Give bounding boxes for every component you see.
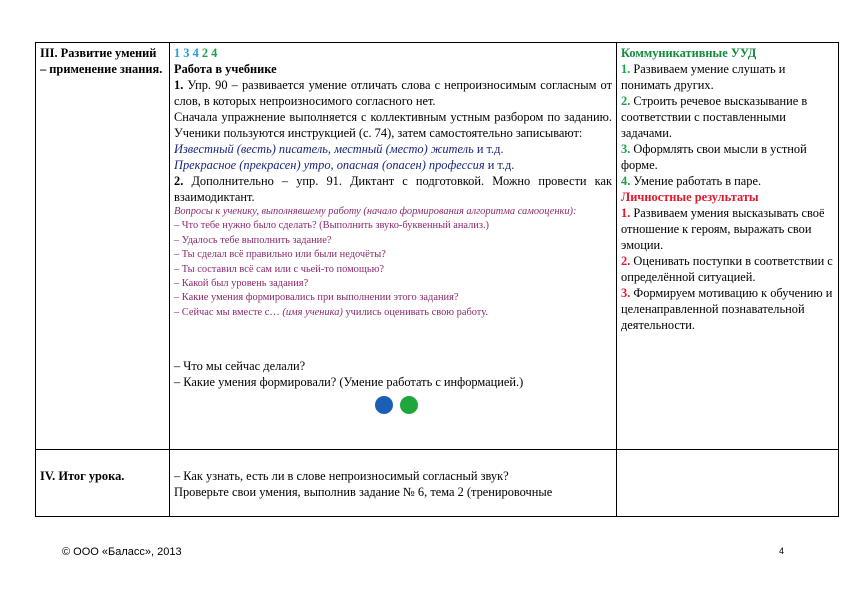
summary-instruction: Проверьте свои умения, выполнив задание № 6, тема 2 (тренировочные (174, 485, 553, 499)
question-item: – Удалось тебе выполнить задание? (174, 234, 332, 246)
green-circle-icon (400, 396, 418, 414)
page-number: 4 (779, 546, 785, 556)
final-question-2: – Какие умения формировали? (Умение работать с информацией.) (174, 375, 524, 390)
stage-cell (36, 43, 170, 450)
uud-title: Коммуникативные УУД (621, 46, 757, 60)
table-row (36, 450, 839, 517)
level-circles (375, 396, 421, 416)
example-2-tail: и т.д. (484, 158, 515, 172)
questions-intro: Вопросы к ученику, выполнявшему работу (начало формирования алгоритма самооценки): (174, 206, 577, 217)
task-1-text: Упр. 90 – развивается умение отличать слова с непроизносимым согласным от слов, в которых непроизносимого согласного нет. (174, 78, 612, 108)
personal-item (621, 205, 834, 253)
lesson-plan-table (35, 42, 839, 517)
summary-question: – Как узнать, есть ли в слове непроизносимый согласный звук? (174, 469, 509, 483)
question-item: – Ты сделал всё правильно или были недочёты? (174, 249, 386, 261)
task-1-instructions: Сначала упражнение выполняется с коллективным устным разбором по заданию. Ученики пользуются инструкцией (с. 74), затем самостоятельно записывают: (174, 110, 612, 140)
outcomes-cell (617, 450, 839, 517)
blue-circle-icon (375, 396, 393, 414)
last-question-start: – Сейчас мы вместе с… (174, 306, 283, 318)
spacer (174, 320, 612, 358)
personal-item (621, 285, 834, 333)
uud-item-text: Оформлять свои мысли в устной форме. (621, 142, 807, 172)
question-item: – Какие умения формировались при выполнении этого задания? (174, 292, 459, 304)
section-title: Работа в учебнике (174, 62, 277, 76)
example-line-1 (174, 141, 612, 157)
task-2 (174, 173, 612, 205)
task-1 (174, 77, 612, 109)
stage-title: III. Развитие умений – применение знания. (40, 46, 163, 76)
personal-item-text: Развиваем умения высказывать своё отношение к героям, выражать свои эмоции. (621, 206, 825, 252)
personal-item-text: Формируем мотивацию к обучению и целенаправленной познавательной деятельности. (621, 286, 833, 332)
green-numbers: 2 4 (201, 46, 218, 60)
personal-item-number: 1. (621, 206, 631, 220)
personal-item-text: Оценивать поступки в соответствии с определённой ситуацией. (621, 254, 833, 284)
personal-item-number: 2. (621, 254, 631, 268)
example-1-tail: и т.д. (473, 142, 504, 156)
question-item: – Ты составил всё сам или с чьей-то помощью? (174, 263, 384, 275)
uud-item-number: 4. (621, 174, 631, 188)
copyright-footer: © ООО «Баласс», 2013 (62, 546, 182, 558)
last-question-end: учились оценивать свою работу. (342, 306, 488, 318)
task-2-text: Дополнительно – упр. 91. Диктант с подготовкой. Можно провести как взаимодиктант. (174, 174, 612, 204)
task-1-number: 1. (174, 78, 184, 92)
outcomes-cell (617, 43, 839, 450)
example-line-2 (174, 157, 612, 173)
uud-item-text: Строить речевое высказывание в соответствии с поставленными задачами. (621, 94, 808, 140)
stage-title: IV. Итог урока. (40, 469, 125, 483)
uud-item (621, 141, 834, 173)
uud-item (621, 173, 834, 189)
task-2-number: 2. (174, 174, 184, 188)
stage-cell (36, 450, 170, 517)
uud-item (621, 61, 834, 93)
example-2-text: Прекрасное (прекрасен) утро, опасная (опасен) профессия (174, 158, 485, 172)
uud-item (621, 93, 834, 141)
level-numbers (174, 45, 612, 61)
content-cell (170, 43, 617, 450)
content-cell (170, 450, 617, 517)
question-item: – Какой был уровень задания? (174, 278, 309, 290)
question-item: – Что тебе нужно было сделать? (Выполнить звуко-буквенный анализ.) (174, 220, 490, 232)
personal-title: Личностные результаты (621, 190, 759, 204)
self-assessment-questions (174, 205, 612, 320)
uud-item-number: 1. (621, 62, 631, 76)
uud-item-text: Умение работать в паре. (633, 174, 762, 188)
personal-item-number: 3. (621, 286, 631, 300)
question-item-last (174, 306, 612, 320)
example-1-text: Известный (весть) писатель, местный (место) житель (174, 142, 474, 156)
uud-item-text: Развиваем умение слушать и понимать других. (621, 62, 786, 92)
last-question-italic: (имя ученика) (282, 306, 343, 318)
uud-item-number: 3. (621, 142, 631, 156)
uud-item-number: 2. (621, 94, 631, 108)
final-question-1: – Что мы сейчас делали? (174, 359, 306, 374)
blue-numbers: 1 3 4 (174, 46, 199, 60)
table-row (36, 43, 839, 450)
personal-item (621, 253, 834, 285)
